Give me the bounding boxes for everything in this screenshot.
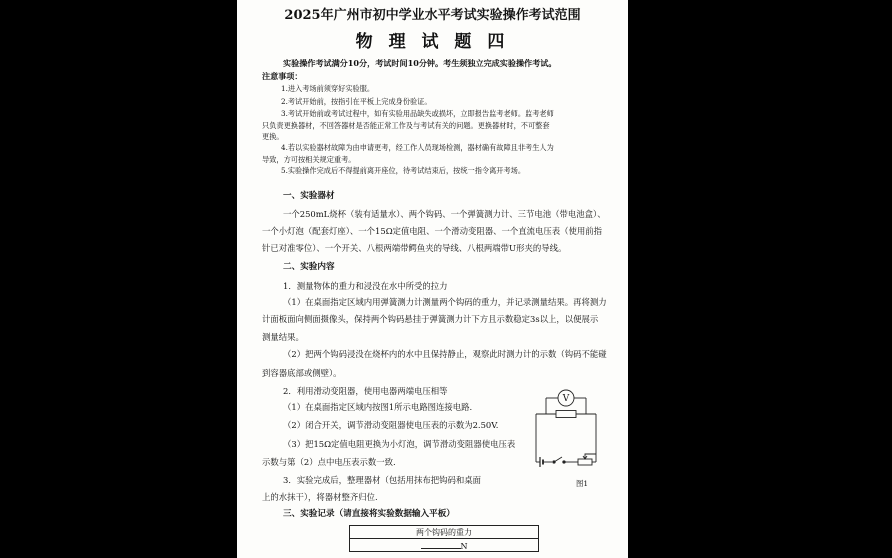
notice-line: 只负责更换器材，不回答器材是否能正常工作及与考试有关的问题。更换器材时，不可整套	[262, 121, 550, 130]
record-table	[349, 525, 539, 552]
content-line: 3．实验完成后，整理器材（包括用抹布把钩码和桌面	[283, 475, 481, 485]
record-table-header: 两个钩码的重力	[350, 526, 539, 539]
content-line: 2．利用滑动变阻器，使用电器两端电压相等	[283, 386, 448, 396]
exam-document-page	[237, 0, 628, 558]
equipment-line: 一个小灯泡（配套灯座）、一个15Ω定值电阻、一个滑动变阻器、一个直流电压表（使用前指	[262, 226, 603, 236]
unit-label: N	[460, 541, 468, 551]
content-line: 1．测量物体的重力和浸没在水中所受的拉力	[283, 281, 448, 291]
notice-line: 3.考试开始前或考试过程中，如有实验用品缺失或损坏，立即报告监考老师。监考老师	[281, 109, 554, 118]
notice-line: 1.进入考场前须穿好实验服。	[281, 84, 375, 93]
voltmeter-label: V	[562, 394, 570, 404]
content-line: （1）在桌面指定区域内用弹簧测力计测量两个钩码的重力，并记录测量结果。再将测力	[283, 297, 607, 307]
document-subtitle: 物 理 试 题 四	[355, 32, 510, 52]
section-heading-content: 二、实验内容	[283, 262, 335, 272]
figure-caption: 图1	[576, 479, 589, 488]
notice-line: 2.考试开始前，按指引在平板上完成身份验证。	[281, 97, 432, 106]
exam-intro: 实验操作考试满分10分，考试时间10分钟。考生须独立完成实验操作考试。	[283, 58, 557, 68]
content-line: 示数与第（2）点中电压表示数一致.	[262, 457, 396, 467]
notice-line: 5.实验操作完成后不得提前离开座位，待考试结束后，按统一指令离开考场。	[281, 166, 526, 175]
content-line: （2）把两个钩码浸没在烧杯内的水中且保持静止，观察此时测力计的示数（钩码不能碰	[283, 349, 607, 359]
equipment-line: 一个250mL烧杯（装有适量水）、两个钩码、一个弹簧测力计、三节电池（带电池盒）、	[283, 209, 606, 219]
record-table-cell[interactable]	[350, 539, 539, 552]
content-line: 到容器底部或侧壁）。	[262, 368, 342, 378]
notice-line: 更换。	[262, 132, 284, 141]
equipment-line: 针已对准零位）、一个开关、八根两端带鳄鱼夹的导线、八根两端带U形夹的导线。	[262, 243, 567, 253]
notice-heading: 注意事项：	[262, 71, 303, 81]
rheostat-symbol	[578, 459, 592, 465]
content-line: （2）闭合开关，调节滑动变阻器使电压表的示数为2.50V.	[283, 420, 499, 430]
circuit-diagram	[530, 384, 602, 486]
content-line: 测量结果。	[262, 332, 304, 342]
section-heading-equipment: 一、实验器材	[283, 191, 335, 201]
content-line: 计面板面向侧面摄像头，保持两个钩码悬挂于弹簧测力计下方且示数稳定3s以上，以便展示	[262, 314, 599, 324]
document-title: 2025年广州市初中学业水平考试实验操作考试范围	[284, 8, 581, 23]
switch-symbol	[554, 457, 562, 462]
answer-blank[interactable]	[421, 540, 461, 549]
section-heading-record: 三、实验记录（请直接将实验数据输入平板）	[283, 509, 455, 519]
notice-line: 导致，方可按相关规定重考。	[262, 155, 356, 164]
content-line: 上的水抹干），将器材整齐归位.	[262, 492, 378, 502]
content-line: （1）在桌面指定区域内按图1所示电路图连接电路.	[283, 402, 473, 412]
notice-line: 4.若以实验器材故障为由申请更考，经工作人员现场检测，器材确有故障且非考生人为	[281, 143, 554, 152]
content-line: （3）把15Ω定值电阻更换为小灯泡，调节滑动变阻器使电压表	[283, 439, 516, 449]
resistor-symbol	[556, 411, 576, 418]
